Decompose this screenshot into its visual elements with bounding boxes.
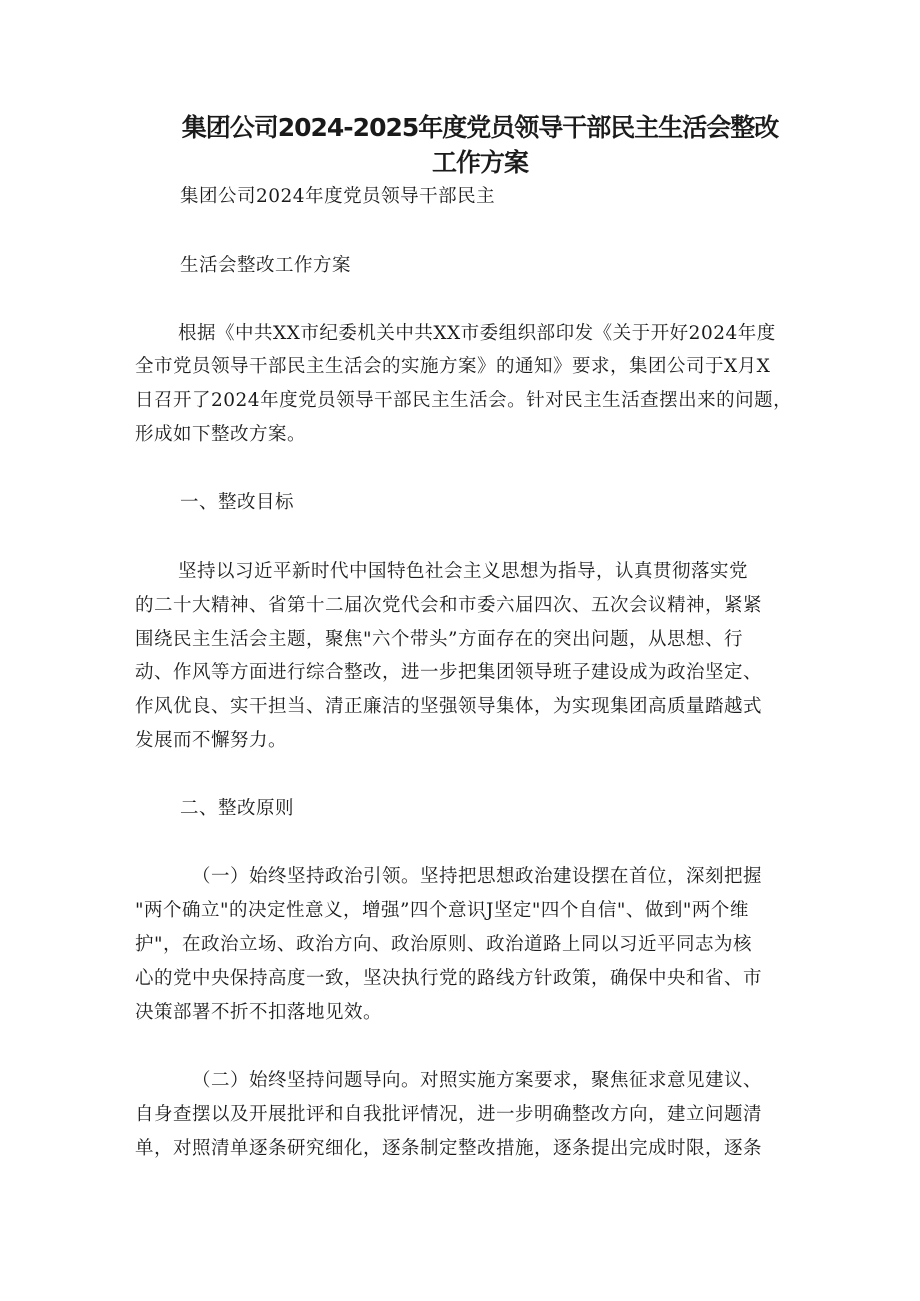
section-2-item-1-line-2: "两个确立"的决定性意义，增强”四个意识J坚定"四个自信"、做到"两个维	[135, 900, 749, 921]
section-2-item-1-line-1: （一）始终坚持政治引领。坚持把思想政治建设摆在首位，深刻把握	[192, 866, 763, 887]
intro-line-3: 日召开了2024年度党员领导干部民主生活会。针对民主生活查摆出来的问题，	[135, 390, 793, 411]
document-title-line-1: 集团公司2024-2025年度党员领导干部民主生活会整改	[181, 113, 779, 142]
section-1-line-4: 动、作风等方面进行综合整改，进一步把集团领导班子建设成为政治坚定、	[135, 662, 763, 683]
section-1-heading: 一、整改目标	[180, 492, 295, 513]
section-1-line-6: 发展而不懈努力。	[135, 730, 288, 751]
section-1-line-2: 的二十大精神、省第十二届次党代会和市委六届四次、五次会议精神，紧紧	[135, 595, 763, 616]
section-1-line-5: 作风优良、实干担当、清正廉洁的坚强领导集体，为实现集团高质量踏越式	[135, 696, 763, 717]
document-title-line-2: 工作方案	[431, 148, 528, 177]
section-2-heading: 二、整改原则	[180, 798, 295, 819]
intro-line-2: 全市党员领导干部民主生活会的实施方案》的通知》要求，集团公司于X月X	[135, 356, 771, 377]
section-2-item-2-line-2: 自身查摆以及开展批评和自我批评情况，进一步明确整改方向，建立问题清	[135, 1104, 763, 1125]
section-2-item-2-line-3: 单，对照清单逐条研究细化，逐条制定整改措施，逐条提出完成时限，逐条	[135, 1138, 763, 1159]
subtitle-line-2: 生活会整改工作方案	[180, 255, 352, 276]
intro-line-4: 形成如下整改方案。	[135, 424, 307, 445]
section-1-line-3: 围绕民主生活会主题，聚焦"六个带头”方面存在的突出问题，从思想、行	[135, 629, 743, 650]
section-2-item-1-line-4: 心的党中央保持高度一致，坚决执行党的路线方针政策，确保中央和省、市	[135, 968, 763, 989]
subtitle-line-1: 集团公司2024年度党员领导干部民主	[180, 186, 496, 207]
section-2-item-1-line-3: 护"，在政治立场、政治方向、政治原则、政治道路上同以习近平同志为核	[135, 934, 753, 955]
intro-line-1: 根据《中共XX市纪委机关中共XX市委组织部印发《关于开好2024年度	[178, 323, 776, 344]
section-2-item-2-line-1: （二）始终坚持问题导向。对照实施方案要求，聚焦征求意见建议、	[192, 1070, 763, 1091]
section-2-item-1-line-5: 决策部署不折不扣落地见效。	[135, 1002, 383, 1023]
section-1-line-1: 坚持以习近平新时代中国特色社会主义思想为指导，认真贯彻落实党	[178, 561, 749, 582]
